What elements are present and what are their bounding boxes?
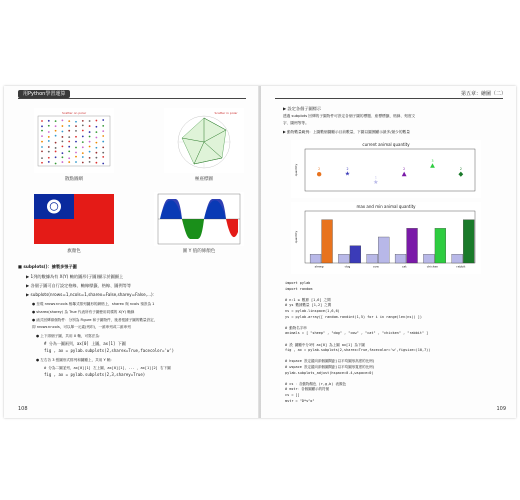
scatter-dot: [68, 130, 70, 132]
scatter-dot: [89, 157, 91, 159]
scatter-dot: [75, 147, 77, 149]
scatter-dot: [41, 130, 43, 132]
left-line-3: ▶ subplots(nrows=1,ncols=1,sharex=False,sharey=False,...)：: [26, 292, 157, 297]
scatter-dot: [102, 152, 104, 154]
chart2-title: max and min animal quantity: [356, 204, 416, 209]
scatter-dot: [75, 156, 77, 158]
scatter-dot: [48, 146, 50, 148]
scatter-dot: [96, 131, 98, 133]
scatter-dot: [41, 120, 43, 122]
scatter-dot: [48, 161, 50, 163]
scatter-dot: [55, 147, 57, 149]
code-line: ys = pylab.array([ random.randint(1,5) for i in range(len(ns)) ]): [285, 314, 422, 319]
scatter-dot: [68, 157, 70, 159]
left-line-7: 即 nrows×ncols，可以單一元素(列印)，一維串列或二維串列: [32, 325, 131, 329]
scatter-dot: [62, 140, 64, 142]
chart2-xtick-cow: cow: [372, 264, 379, 269]
fig2-title: Scatter in polar: [214, 111, 238, 115]
scatter-dot: [89, 141, 91, 143]
scatter-dot: [102, 163, 104, 165]
scatter-dot: [82, 162, 84, 164]
code-line: cs = []: [285, 393, 300, 397]
left-header: 用Python學習運算: [18, 90, 70, 98]
chart2-bar-sheep-0: [310, 254, 321, 263]
right-page: [261, 86, 516, 418]
scatter-dot: [62, 145, 64, 147]
chart1-ylabel: quantity: [294, 163, 298, 177]
book-spread: [4, 86, 516, 418]
scatter-dot: [48, 151, 50, 153]
scatter-dot: [75, 136, 77, 138]
chart2-bar-cow-0: [367, 254, 378, 263]
scatter-dot: [62, 161, 64, 163]
right-line-3: ▶ 動物數量範例：上圖數個圖顯示目前數量，下圖以圓圈顯示最多/最少的數量: [283, 130, 410, 134]
scatter-dot: [55, 120, 57, 122]
right-header: 第五章：繪圖（二）: [460, 91, 506, 97]
scatter-dot: [41, 150, 43, 152]
scatter-dot: [48, 125, 50, 127]
scatter-dot: [96, 147, 98, 149]
left-line-1: ▶ 1列的數據為有 X(Y) 軸的圖形(子圖)顯示於圖顯上: [26, 274, 124, 279]
chart2-bar-rabbit-1: [463, 220, 474, 263]
left-header-rule: [18, 98, 246, 99]
scatter-dot: [75, 161, 77, 163]
scatter-dot: [89, 120, 91, 122]
chart2-bar-dog-1: [350, 246, 361, 263]
scatter-dot: [102, 125, 104, 127]
code-line: ns = pylab.linspace(1,6,6): [285, 309, 340, 313]
scatter-dot: [55, 135, 57, 137]
chart2-xtick-cat: cat: [401, 264, 407, 269]
chart1-point-sheep: [317, 172, 321, 176]
scatter-dot: [82, 124, 84, 126]
max-min-quantity-chart: [291, 202, 481, 274]
scatter-dot: [48, 136, 50, 138]
caption-2: 極座標圖: [195, 177, 213, 182]
scatter-figure: [34, 108, 114, 173]
chart1-title: current animal quantity: [362, 142, 410, 147]
scatter-dot: [75, 121, 77, 123]
code-line: pylab.subplots_adjust(hspace=0.4,wspace=0): [285, 370, 374, 375]
scatter-dot: [55, 125, 57, 127]
scatter-dot: [41, 135, 43, 137]
scatter-dot: [102, 146, 104, 148]
chart2-bar-sheep-1: [322, 220, 333, 263]
scatter-dot: [96, 137, 98, 139]
scatter-dot: [55, 142, 57, 144]
code-line: import pylab: [285, 281, 311, 285]
code-line: fig , ax = pylab.subplots(2,sharex=True,facecolor='w',figsize=(10,7)): [285, 348, 431, 353]
left-line-2: ▶ 各個子圖可自行設定格線、軸線標籤、格線、圖例等等: [26, 283, 132, 288]
chart2-xtick-dog: dog: [344, 264, 351, 269]
code-line: # cs ：各動物顏色 (r,g,b) 表顏色: [285, 381, 347, 386]
left-line-9: # 分為一圖兩列，ax[0] 上圖，ax[1] 下圖: [44, 341, 126, 346]
scatter-dot: [102, 119, 104, 121]
scatter-dot: [68, 146, 70, 148]
code-line: # wspace 設定縱向兩個圖間距(以平均圖形寬度的比例): [285, 365, 375, 369]
code-line: # ys 數據數量 [1,2] 之間: [285, 303, 332, 308]
left-page-number: 108: [18, 406, 28, 412]
scatter-dot: [55, 130, 57, 132]
scatter-dot: [41, 125, 43, 127]
scatter-dot: [62, 125, 64, 127]
chart2-bar-dog-0: [338, 254, 349, 263]
flag-figure: [34, 194, 114, 244]
code-line: animals = [ "sheep" , "dog" , "cow" , "cat" , "chicken" , "rabbit" ]: [285, 331, 429, 336]
chart1-value-label: 1: [374, 175, 377, 180]
chart2-bar-cat-0: [395, 254, 406, 263]
left-page: [4, 86, 259, 418]
caption-3: 旗顏色: [67, 249, 81, 254]
scatter-dot: [82, 156, 84, 158]
scatter-dot: [75, 141, 77, 143]
chart1-value-label: 2: [403, 167, 406, 172]
scatter-dot: [102, 141, 104, 143]
scatter-dot: [48, 120, 50, 122]
scatter-dot: [68, 125, 70, 127]
scatter-dot: [68, 141, 70, 143]
scatter-dot: [62, 156, 64, 158]
chart1-value-label: 2: [459, 167, 462, 172]
left-line-5: ● sharex(sharey) 為 True 代表所有子圖使用同樣的 X(Y) 軸線: [32, 310, 135, 314]
scatter-dot: [102, 130, 104, 132]
scatter-dot: [96, 152, 98, 154]
scatter-dot: [82, 152, 84, 154]
right-header-rule: [275, 98, 503, 99]
scatter-dot: [62, 152, 64, 154]
scatter-dot: [62, 119, 64, 121]
scatter-dot: [41, 146, 43, 148]
code-line: # hspace 設定縱向兩個圖間距(以平均圖形高度的比例): [285, 359, 375, 364]
scatter-dot: [48, 131, 50, 133]
scatter-dot: [96, 157, 98, 159]
scatter-dot: [55, 156, 57, 158]
scatter-dot: [55, 151, 57, 153]
fig1-title: Scatter on polar: [61, 111, 87, 115]
scatter-dot: [68, 120, 70, 122]
code-line: mstr = "D*s^o": [285, 398, 315, 403]
scatter-dot: [62, 131, 64, 133]
left-line-6: ● 函式回傳兩個物件：分別為 Figure 和子圖物件，後者根據子圖的數量設定，: [32, 318, 158, 322]
scatter-dot: [75, 130, 77, 132]
chart2-ylabel: quantity: [294, 230, 298, 244]
chart1-point-dog: ★: [344, 170, 351, 178]
chart2-bar-chicken-0: [423, 254, 434, 263]
code-line: # mstr：各個圖顯示的符號: [285, 387, 330, 392]
left-line-12: # 分為二圖並列，ax[0][1] 左上圖，ax[0][1]，... ，ax[1][2] 右下圖: [44, 366, 171, 370]
scatter-dot: [102, 135, 104, 137]
scatter-dot: [102, 156, 104, 158]
scatter-dot: [89, 125, 91, 127]
chart2-xtick-sheep: sheep: [314, 264, 324, 269]
code-line: # n:1 ≤ 數據 [1,6] 之間: [285, 297, 331, 302]
left-line-11: ● 左右各 3 張圖形式排列和圖顯上，共用 Y 軸：: [36, 358, 115, 362]
scatter-dot: [82, 136, 84, 138]
caption-4: 圖 Y 值的條顏色: [182, 249, 216, 254]
current-quantity-chart: [291, 140, 481, 198]
scatter-dot: [96, 126, 98, 128]
scatter-dot: [96, 142, 98, 144]
code-line: # 動物名字串: [285, 325, 307, 330]
chart2-bar-chicken-1: [435, 228, 446, 263]
left-line-10: fig , ax = pylab.subplots(2,sharex=True,facecolor='w'): [44, 348, 175, 353]
chart1-value-label: 2: [318, 167, 321, 172]
scatter-dot: [41, 157, 43, 159]
scatter-dot: [89, 146, 91, 148]
left-line-13: fig , ax = pylab.subplots(2,3,sharey=True): [44, 372, 146, 377]
scatter-dot: [82, 141, 84, 143]
scatter-dot: [89, 161, 91, 163]
scatter-dot: [75, 152, 77, 154]
scatter-dot: [82, 146, 84, 148]
scatter-dot: [82, 120, 84, 122]
scatter-dot: [82, 130, 84, 132]
left-line-8: ● 上下兩個子圖，共用 X 軸，可寫法為：: [36, 334, 103, 338]
left-line-0: ■ subplots()：繪製多張子圖: [18, 264, 77, 269]
right-line-0: ▶ 設定各個子圖標示: [283, 106, 322, 111]
polar-figure: [164, 108, 244, 173]
scatter-dot: [62, 136, 64, 138]
chart2-bar-cow-1: [378, 237, 389, 263]
sine-figure: [154, 192, 244, 246]
chart2-bar-rabbit-0: [452, 254, 463, 263]
right-line-1: 透過 subplots 回傳的子圖物件可設定各個子圖的標題、座標標籤、格線、刻度文: [283, 114, 416, 118]
scatter-dot: [48, 157, 50, 159]
scatter-dot: [68, 150, 70, 152]
chart1-value-label: 3: [431, 158, 434, 163]
scatter-dot: [48, 140, 50, 142]
chart2-xtick-rabbit: rabbit: [456, 264, 466, 269]
chart1-point-cow: ★: [373, 179, 379, 187]
scatter-dot: [68, 136, 70, 138]
scatter-dot: [41, 162, 43, 164]
caption-1: 散點圖網: [65, 177, 83, 182]
right-line-2: 字、圖例等等。: [283, 121, 309, 125]
scatter-dot: [89, 136, 91, 138]
scatter-dot: [96, 162, 98, 164]
left-line-4: ● 呈現 nrows×ncols 相鄰式排列圖形的網格上，sharex 與 ncols 預設為 1: [32, 302, 155, 306]
scatter-dot: [89, 151, 91, 153]
code-line: import random: [285, 286, 313, 291]
scatter-dot: [96, 120, 98, 122]
scatter-dot: [68, 161, 70, 163]
chart2-bar-cat-1: [407, 228, 418, 263]
scatter-dot: [55, 163, 57, 165]
scatter-dot: [75, 125, 77, 127]
chart1-value-label: 2: [346, 167, 349, 172]
right-page-number: 109: [496, 406, 506, 412]
scatter-dot: [89, 131, 91, 133]
code-line: # 設 圖顯中分3列 ax[0] 為上圖 ax[1] 為下圖: [285, 342, 365, 347]
chart2-xtick-chicken: chicken: [426, 264, 439, 269]
scatter-dot: [41, 141, 43, 143]
